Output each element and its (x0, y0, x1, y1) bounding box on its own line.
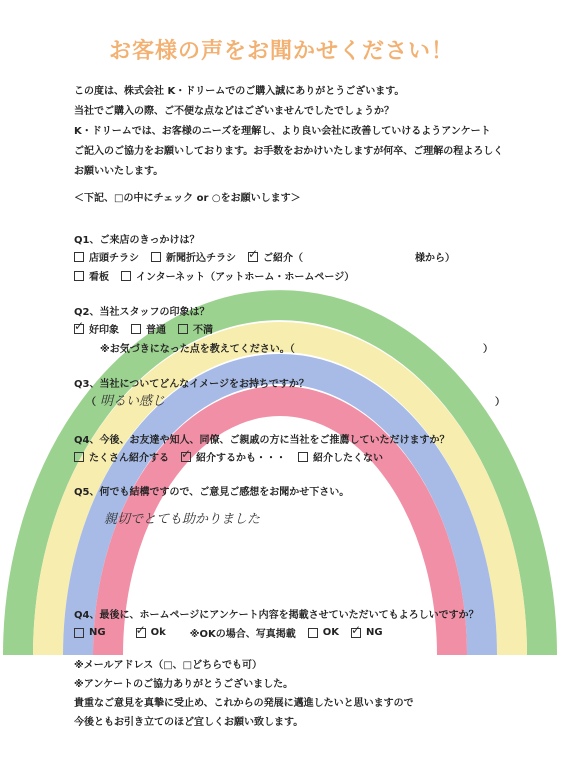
q6-photo-ng[interactable]: ✓ NG (351, 627, 383, 638)
footer-line: 貴重なご意見を真摯に受止め、これからの発展に邁進したいと思いますので (74, 698, 414, 709)
checkbox[interactable] (74, 452, 84, 462)
checkbox[interactable] (74, 628, 84, 638)
q2-option-normal[interactable]: 普通 (131, 321, 166, 336)
q2-question: Q2、当社スタッフの印象は？ (74, 307, 210, 318)
q2-options-row (74, 321, 225, 336)
q1-option-referral[interactable]: ✓ ご紹介（ (248, 249, 303, 264)
q1-referral-suffix: 様から） (415, 253, 455, 264)
page-title: お客様の声をお聞かせください！ (108, 39, 454, 64)
q6-photo-ok[interactable]: OK (308, 627, 339, 638)
checkbox[interactable] (351, 628, 361, 638)
checkbox[interactable] (308, 628, 318, 638)
checkbox[interactable] (136, 628, 146, 638)
q5-handwritten-answer[interactable]: 親切でとても助かりました (104, 512, 261, 527)
checkbox[interactable] (178, 324, 188, 334)
checkbox[interactable] (131, 324, 141, 334)
checkbox[interactable] (298, 452, 308, 462)
q6-option-ng[interactable]: NG (74, 627, 106, 638)
q4-option-many[interactable]: たくさん紹介する (74, 449, 169, 464)
q3-handwritten-answer[interactable]: 明るい感じ (100, 394, 166, 409)
q2-note: ※お気づきになった点を教えてください。（ (100, 344, 295, 355)
q2-option-good[interactable]: ✓ 好印象 (74, 321, 119, 336)
q2-option-unsatisfied[interactable]: 不満 (178, 321, 213, 336)
q6-photo-label: ※OKの場合、写真掲載 (189, 629, 296, 640)
q5-question: Q5、何でも結構ですので、ご意見ご感想をお聞かせ下さい。 (74, 487, 350, 498)
checkbox[interactable] (151, 252, 161, 262)
q1-option-signboard[interactable]: 看板 (74, 268, 109, 283)
checkbox[interactable] (74, 271, 84, 281)
q3-close-paren: ） (495, 397, 505, 408)
q1-options-row1 (74, 249, 315, 264)
checkbox[interactable] (74, 252, 84, 262)
q2-note-close: ） (483, 344, 493, 355)
q6-option-ok[interactable]: ✓ Ok (136, 627, 166, 638)
q4-option-no[interactable]: 紹介したくない (298, 449, 383, 464)
q4-question: Q4、今後、お友達や知人、同僚、ご親戚の方に当社をご推薦していただけますか？ (74, 435, 450, 446)
q1-option-internet[interactable]: インターネット（アットホーム・ホームページ） (121, 268, 354, 283)
checkbox[interactable] (181, 452, 191, 462)
q6-options-row (74, 625, 395, 640)
q1-options-row2 (74, 268, 366, 283)
intro-line: 当社でご購入の際、ご不便な点などはございませんでしたでしょうか？ (74, 106, 394, 117)
checkbox[interactable] (121, 271, 131, 281)
q1-question: Q1、ご来店のきっかけは？ (74, 235, 200, 246)
q1-option-store-flyer[interactable]: 店頭チラシ (74, 249, 139, 264)
footer-line: 今後ともお引き立てのほど宜しくお願い致します。 (74, 717, 304, 728)
checkbox[interactable] (74, 324, 84, 334)
q4-options-row (74, 449, 395, 464)
q1-option-newspaper-flyer[interactable]: 新聞折込チラシ (151, 249, 236, 264)
checkbox[interactable] (248, 252, 258, 262)
intro-line: K・ドリームでは、お客様のニーズを理解し、より良い会社に改善していけるようアンケート (74, 126, 491, 137)
intro-line: この度は、株式会社 K・ドリームでのご購入誠にありがとうございます。 (74, 86, 405, 97)
footer-line: ※アンケートのご協力ありがとうございました。 (74, 679, 294, 690)
q4-option-maybe[interactable]: ✓ 紹介するかも・・・ (181, 449, 286, 464)
q3-open-paren: （ (86, 397, 96, 408)
footer-line: ※メールアドレス（□、□どちらでも可） (74, 660, 263, 671)
footer-text (74, 656, 414, 732)
q3-question: Q3、当社についてどんなイメージをお持ちですか？ (74, 379, 309, 390)
intro-text (74, 82, 514, 182)
intro-line: お願いいたします。 (74, 166, 164, 177)
instruction-text: ＜下記、□の中にチェック or ○をお願いします＞ (74, 193, 301, 204)
intro-line: ご記入のご協力をお願いしております。お手数をおかけいたしますが何卒、ご理解の程よろしく (74, 146, 504, 157)
q6-question: Q4、最後に、ホームページにアンケート内容を掲載させていただいてもよろしいですか？ (74, 610, 479, 621)
